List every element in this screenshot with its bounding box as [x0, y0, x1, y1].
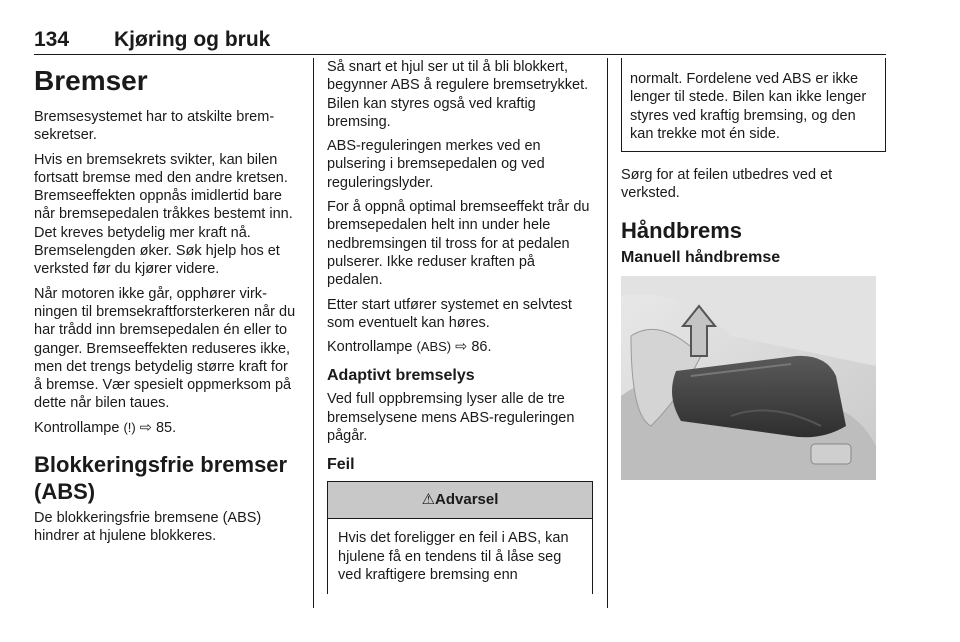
paragraph: Så snart et hjul ser ut til å bli blokkert, begynner ABS å regulere bremsetrykket. Bilen kan styres også ved kraftig bremsing. [327, 59, 589, 130]
paragraph: Når motoren ikke går, opphører virkningen til bremsekraftforsterkeren når du har trådd inn bremsepedalen én eller to ganger. Bremseeffekten reduseres ikke, men det trengs betydelig større kraft for å bremse. Vær spesielt oppmerksom på dette når bilen taues. [34, 285, 296, 412]
page-header [34, 28, 886, 55]
paragraph: For å oppnå optimal bremseeffekt trår du bremsepedalen helt inn under hele nedbremsingen til tross for at pedalen pulserer. Ikke reduser kraften på pedalen. [327, 199, 590, 289]
page-number: 134 [34, 28, 70, 51]
arrow-icon: ⇨ [139, 419, 152, 436]
page-ref-link[interactable]: ⇨ 86. [455, 339, 492, 356]
paragraph: Sørg for at feilen utbedres ved et verksted. [621, 167, 833, 202]
abs-lamp-reference [327, 338, 593, 356]
warning-triangle-icon: ⚠ [421, 491, 436, 509]
section-title-abs: Blokkeringsfrie bremser (ABS) [34, 452, 288, 505]
brake-warning-lamp-icon: (!) [123, 419, 136, 435]
paragraph: Hvis en bremsekrets svikter, kan bilen fortsatt bremse med den andre kretsen. Bremseeffekten oppnås imidlertid bare når bremsepedalen tråkkes bestemt inn. Det kreves betydelig mer kraft nå. Bremselengden øker. Søk hjelp hos et verksted før du kjører videre. [34, 151, 293, 278]
column-divider [313, 58, 314, 608]
subsection-title-manual-handbrake: Manuell håndbremse [621, 248, 781, 266]
paragraph: ABS-reguleringen merkes ved en pulsering i bremsepedalen og ved reguleringslyder. [327, 138, 545, 191]
warning-box-continued [621, 58, 886, 152]
paragraph: De blokkeringsfrie bremsene (ABS) hindrer at hjulene blokkeres. [34, 510, 262, 545]
warning-text-continued: normalt. Fordelene ved ABS er ikke lenger til stede. Bilen kan ikke lenger styres ved kraftig bremsing, og den kan trekke mot én side. [630, 71, 867, 142]
paragraph: Etter start utfører systemet en selvtest som eventuelt kan høres. [327, 296, 572, 331]
paragraph: Ved full oppbremsing lyser alle de tre bremselysene mens ABS-reguleringen pågår. [327, 391, 575, 445]
abs-lamp-icon: (ABS) [416, 339, 452, 355]
section-title-fault: Feil [327, 456, 355, 474]
column-divider [607, 58, 608, 608]
brake-lamp-reference [34, 419, 296, 437]
chapter-title: Kjøring og bruk [114, 28, 271, 51]
arrow-icon: ⇨ [455, 339, 468, 356]
column-left [34, 58, 296, 552]
lamp-label: Kontrollampe [327, 339, 413, 356]
section-title-handbrake: Håndbrems [621, 217, 743, 243]
section-title-brakes: Bremser [34, 65, 148, 96]
handbrake-photo [621, 276, 876, 480]
column-middle [327, 58, 593, 594]
warning-box [327, 481, 593, 594]
lamp-label: Kontrollampe [34, 419, 120, 436]
page-ref-link[interactable]: ⇨ 85. [139, 419, 177, 436]
warning-text: Hvis det foreligger en feil i ABS, kan hjulene få en tendens til å låse seg ved kraftigere bremsing enn [338, 530, 569, 583]
warning-body [328, 519, 592, 584]
column-right [621, 58, 886, 480]
warning-header: ⚠Advarsel [328, 482, 592, 519]
paragraph: Bremsesystemet har to atskilte bremsekretser. [34, 109, 275, 144]
section-title-adaptive-brakelight: Adaptivt bremselys [327, 367, 475, 385]
